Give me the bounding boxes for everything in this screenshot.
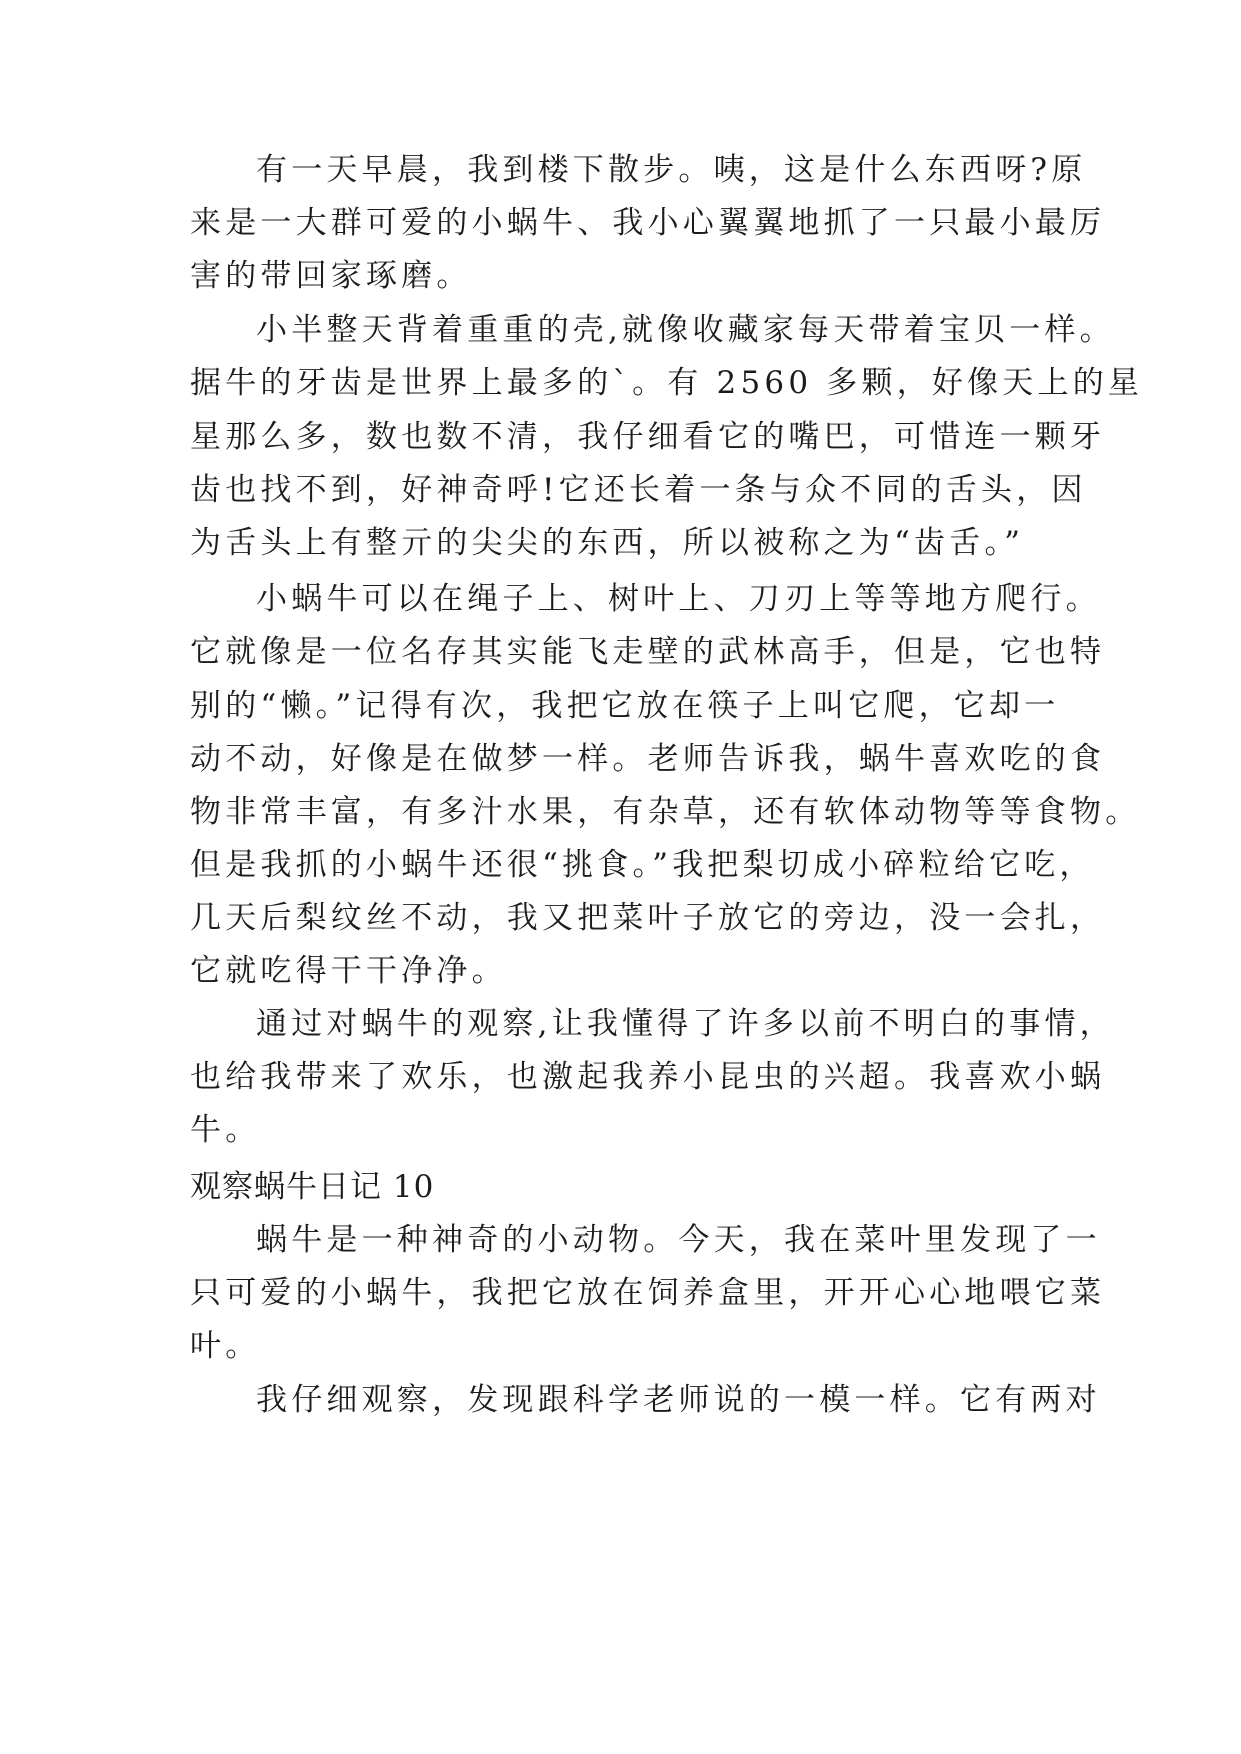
paragraph-line: [0, 792, 1241, 832]
line-text: 只可爱的小蜗牛，我把它放在饲养盒里，开开心心地喂它菜: [190, 1275, 1106, 1311]
line-text: 它就吃得干干净净。: [190, 953, 507, 989]
line-text: 小半整天背着重重的壳,就像收藏家每天带着宝贝一样。: [256, 312, 1115, 348]
line-text: 叶。: [190, 1328, 261, 1364]
paragraph-line: [0, 1110, 1241, 1150]
paragraph-line: [0, 1273, 1241, 1313]
line-text: 牛。: [190, 1112, 261, 1148]
paragraph-line: [0, 951, 1241, 991]
line-text: 别的“懒。”记得有次，我把它放在筷子上叫它爬，它却一: [190, 688, 1060, 724]
paragraph-line: [0, 898, 1241, 938]
line-text: 据牛的牙齿是世界上最多的`。有 2560 多颗，好像天上的星: [190, 365, 1144, 401]
line-text: 齿也找不到，好神奇呼!它还长着一条与众不同的舌头，因: [190, 472, 1087, 508]
line-text: 但是我抓的小蜗牛还很“挑食。”我把梨切成小碎粒给它吃，: [190, 847, 1095, 883]
line-text: 星那么多，数也数不清，我仔细看它的嘴巴，可惜连一颗牙: [190, 419, 1106, 455]
paragraph-line: [0, 1057, 1241, 1097]
paragraph-line: [0, 470, 1241, 510]
paragraph-line: [0, 686, 1241, 726]
line-text: 几天后梨纹丝不动，我又把菜叶子放它的旁边，没一会扎，: [190, 900, 1106, 936]
line-text: 蜗牛是一种神奇的小动物。今天，我在菜叶里发现了一: [256, 1222, 1101, 1258]
paragraph-line: [0, 1326, 1241, 1366]
line-text: 通过对蜗牛的观察,让我懂得了许多以前不明白的事情，: [256, 1006, 1115, 1042]
line-text: 物非常丰富，有多汁水果，有杂草，还有软体动物等等食物。: [190, 794, 1141, 830]
paragraph-line: [0, 523, 1241, 563]
line-text: 为舌头上有整亓的尖尖的东西，所以被称之为“齿舌。”: [190, 525, 1025, 561]
paragraph-line: [0, 1220, 1241, 1260]
paragraph-line: [0, 579, 1241, 619]
section-heading: [0, 1167, 1241, 1207]
line-text: 观察蜗牛日记 10: [190, 1169, 435, 1205]
line-text: 来是一大群可爱的小蜗牛、我小心翼翼地抓了一只最小最厉: [190, 205, 1106, 241]
paragraph-line: [0, 845, 1241, 885]
paragraph-line: [0, 417, 1241, 457]
paragraph-line: [0, 363, 1241, 403]
line-text: 小蜗牛可以在绳子上、树叶上、刀刃上等等地方爬行。: [256, 581, 1101, 617]
paragraph-line: [0, 150, 1241, 190]
line-text: 害的带回家琢磨。: [190, 258, 472, 294]
paragraph-line: [0, 310, 1241, 350]
paragraph-line: [0, 1380, 1241, 1420]
line-text: 它就像是一位名存其实能飞走壁的武林高手，但是，它也特: [190, 634, 1106, 670]
line-text: 也给我带来了欢乐，也激起我养小昆虫的兴超。我喜欢小蜗: [190, 1059, 1106, 1095]
line-text: 动不动，好像是在做梦一样。老师告诉我，蜗牛喜欢吃的食: [190, 741, 1106, 777]
paragraph-line: [0, 256, 1241, 296]
line-text: 我仔细观察，发现跟科学老师说的一模一样。它有两对: [256, 1382, 1101, 1418]
paragraph-line: [0, 1004, 1241, 1044]
line-text: 有一天早晨，我到楼下散步。咦，这是什么东西呀?原: [256, 152, 1087, 188]
paragraph-line: [0, 203, 1241, 243]
paragraph-line: [0, 739, 1241, 779]
paragraph-line: [0, 632, 1241, 672]
